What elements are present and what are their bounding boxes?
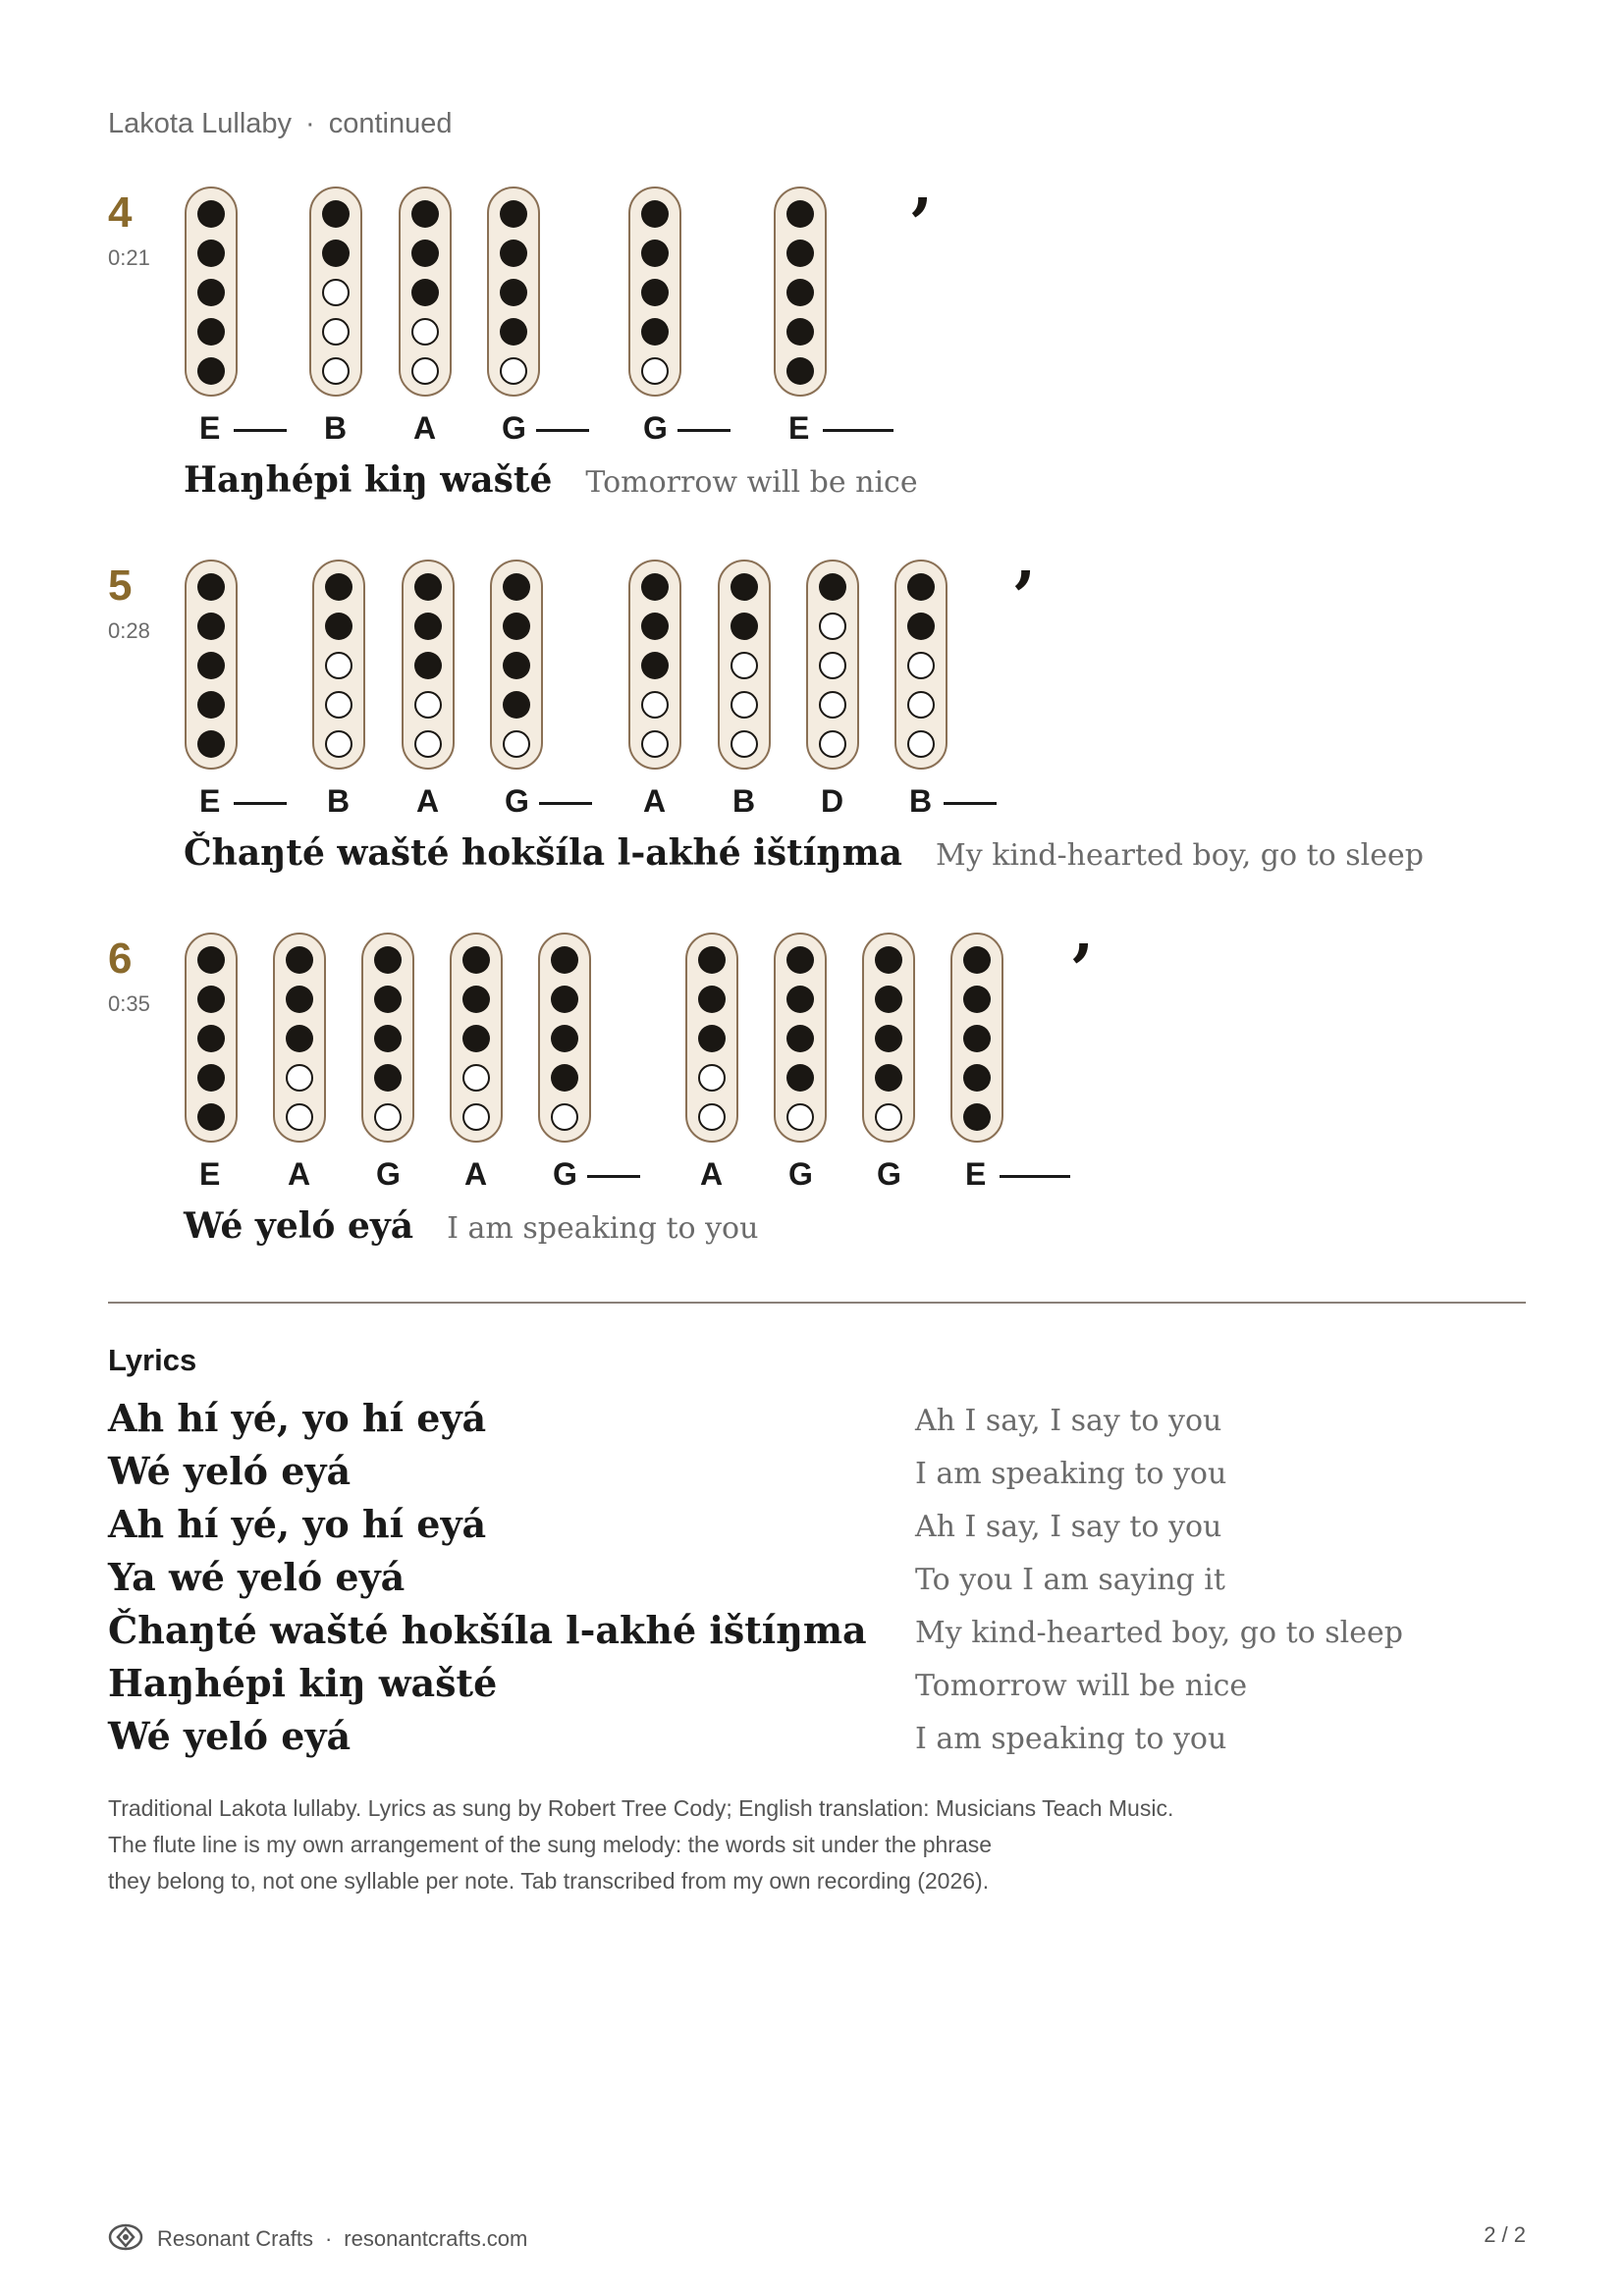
lyrics-line — [108, 1661, 1526, 1714]
phrase-lyric — [184, 459, 918, 501]
open-hole-icon — [325, 691, 352, 719]
closed-hole-icon — [963, 946, 991, 974]
hold-line — [536, 429, 589, 432]
closed-hole-icon — [325, 573, 352, 601]
open-hole-icon — [907, 691, 935, 719]
footer-separator: · — [324, 2225, 333, 2251]
breath-mark: , — [1014, 522, 1037, 596]
closed-hole-icon — [414, 652, 442, 679]
closed-hole-icon — [197, 357, 225, 385]
closed-hole-icon — [197, 1103, 225, 1131]
lyrics-english: Ah I say, I say to you — [915, 1404, 1222, 1438]
brand-logo-icon — [108, 2222, 143, 2258]
closed-hole-icon — [907, 573, 935, 601]
note-name: A — [700, 1156, 724, 1192]
lyrics-lakota: Wé yeló eyá — [108, 1449, 352, 1493]
open-hole-icon — [786, 1103, 814, 1131]
closed-hole-icon — [698, 1025, 726, 1052]
phrase-lyric — [184, 1205, 758, 1247]
phrase-number: 4 — [108, 188, 133, 237]
closed-hole-icon — [197, 691, 225, 719]
closed-hole-icon — [819, 573, 846, 601]
closed-hole-icon — [197, 613, 225, 640]
note-name: E — [199, 1156, 221, 1192]
closed-hole-icon — [786, 1064, 814, 1092]
closed-hole-icon — [641, 652, 669, 679]
open-hole-icon — [411, 357, 439, 385]
closed-hole-icon — [374, 1064, 402, 1092]
closed-hole-icon — [786, 1025, 814, 1052]
closed-hole-icon — [197, 573, 225, 601]
closed-hole-icon — [641, 200, 669, 228]
closed-hole-icon — [374, 1025, 402, 1052]
note-name: A — [643, 783, 667, 819]
lyrics-lakota: Ah hí yé, yo hí eyá — [108, 1396, 487, 1440]
note-name: B — [327, 783, 351, 819]
lyrics-heading: Lyrics — [108, 1343, 197, 1377]
open-hole-icon — [731, 730, 758, 758]
notes-line: they belong to, not one syllable per note. Tab transcribed from my own recording (2026). — [108, 1868, 990, 1894]
flute-fingering-diagram — [361, 933, 414, 1143]
note-name: A — [416, 783, 440, 819]
note-name: E — [788, 410, 810, 446]
lyrics-lakota: Ya wé yeló eyá — [108, 1555, 406, 1599]
closed-hole-icon — [963, 1064, 991, 1092]
open-hole-icon — [907, 652, 935, 679]
note-name: A — [413, 410, 437, 446]
hold-line — [1000, 1175, 1070, 1178]
flute-fingering-diagram — [185, 560, 238, 770]
closed-hole-icon — [286, 946, 313, 974]
flute-fingering-diagram — [950, 933, 1003, 1143]
closed-hole-icon — [786, 946, 814, 974]
lyrics-line — [108, 1608, 1526, 1661]
phrase-lyric-lakota: Haŋhépi kiŋ wašté — [184, 459, 553, 501]
flute-fingering-diagram — [774, 933, 827, 1143]
phrase-lyric — [184, 832, 1424, 874]
closed-hole-icon — [875, 986, 902, 1013]
arrangement-notes — [108, 1790, 1173, 1899]
phrase-lyric-english: My kind-hearted boy, go to sleep — [936, 838, 1424, 873]
phrase-number: 5 — [108, 561, 133, 610]
closed-hole-icon — [500, 318, 527, 346]
closed-hole-icon — [641, 279, 669, 306]
open-hole-icon — [503, 730, 530, 758]
note-name: B — [909, 783, 933, 819]
flute-fingering-diagram — [628, 560, 681, 770]
open-hole-icon — [819, 652, 846, 679]
note-name: G — [788, 1156, 813, 1192]
closed-hole-icon — [322, 200, 350, 228]
lyrics-english: My kind-hearted boy, go to sleep — [915, 1616, 1403, 1650]
open-hole-icon — [325, 730, 352, 758]
closed-hole-icon — [786, 279, 814, 306]
open-hole-icon — [698, 1064, 726, 1092]
closed-hole-icon — [963, 986, 991, 1013]
open-hole-icon — [374, 1103, 402, 1131]
open-hole-icon — [462, 1064, 490, 1092]
lyrics-line — [108, 1555, 1526, 1608]
lyrics-lakota: Haŋhépi kiŋ wašté — [108, 1661, 498, 1705]
closed-hole-icon — [786, 357, 814, 385]
closed-hole-icon — [731, 573, 758, 601]
closed-hole-icon — [551, 986, 578, 1013]
closed-hole-icon — [500, 240, 527, 267]
open-hole-icon — [641, 730, 669, 758]
open-hole-icon — [551, 1103, 578, 1131]
flute-fingering-diagram — [628, 187, 681, 397]
lyrics-english: Tomorrow will be nice — [915, 1669, 1248, 1703]
lyrics-lakota: Ah hí yé, yo hí eyá — [108, 1502, 487, 1546]
open-hole-icon — [462, 1103, 490, 1131]
open-hole-icon — [322, 318, 350, 346]
closed-hole-icon — [374, 986, 402, 1013]
open-hole-icon — [819, 613, 846, 640]
flute-fingering-diagram — [685, 933, 738, 1143]
open-hole-icon — [286, 1103, 313, 1131]
closed-hole-icon — [197, 200, 225, 228]
flute-fingering-diagram — [894, 560, 947, 770]
breath-mark: , — [911, 149, 934, 223]
closed-hole-icon — [698, 986, 726, 1013]
hold-line — [823, 429, 893, 432]
brand-name: Resonant Crafts — [157, 2225, 313, 2251]
closed-hole-icon — [641, 240, 669, 267]
note-name: E — [199, 410, 221, 446]
section-divider — [108, 1302, 1526, 1304]
open-hole-icon — [414, 691, 442, 719]
closed-hole-icon — [411, 279, 439, 306]
phrase-time: 0:21 — [108, 245, 150, 270]
phrase-lyric-english: Tomorrow will be nice — [585, 465, 918, 500]
page-header — [108, 108, 452, 140]
phrase-lyric-lakota: Čhaŋté wašté hokšíla l-akhé ištíŋma — [184, 832, 902, 874]
note-name: G — [505, 783, 529, 819]
note-name: G — [643, 410, 668, 446]
open-hole-icon — [322, 357, 350, 385]
open-hole-icon — [286, 1064, 313, 1092]
flute-fingering-diagram — [399, 187, 452, 397]
flute-fingering-diagram — [185, 187, 238, 397]
closed-hole-icon — [641, 573, 669, 601]
flute-fingering-diagram — [538, 933, 591, 1143]
closed-hole-icon — [786, 200, 814, 228]
closed-hole-icon — [462, 946, 490, 974]
closed-hole-icon — [963, 1103, 991, 1131]
closed-hole-icon — [500, 200, 527, 228]
open-hole-icon — [875, 1103, 902, 1131]
closed-hole-icon — [503, 573, 530, 601]
note-name: B — [324, 410, 348, 446]
lyrics-lakota: Čhaŋté wašté hokšíla l-akhé ištíŋma — [108, 1608, 867, 1652]
closed-hole-icon — [963, 1025, 991, 1052]
flute-fingering-diagram — [185, 933, 238, 1143]
closed-hole-icon — [414, 613, 442, 640]
phrase-lyric-english: I am speaking to you — [447, 1211, 759, 1246]
open-hole-icon — [819, 730, 846, 758]
hold-line — [234, 802, 287, 805]
closed-hole-icon — [551, 1025, 578, 1052]
closed-hole-icon — [197, 946, 225, 974]
hold-line — [944, 802, 997, 805]
breath-mark: , — [1072, 895, 1095, 969]
note-name: A — [464, 1156, 488, 1192]
open-hole-icon — [325, 652, 352, 679]
closed-hole-icon — [551, 946, 578, 974]
closed-hole-icon — [786, 318, 814, 346]
open-hole-icon — [731, 652, 758, 679]
open-hole-icon — [322, 279, 350, 306]
lyrics-line — [108, 1714, 1526, 1767]
hold-line — [587, 1175, 640, 1178]
closed-hole-icon — [325, 613, 352, 640]
open-hole-icon — [731, 691, 758, 719]
closed-hole-icon — [322, 240, 350, 267]
closed-hole-icon — [641, 318, 669, 346]
flute-fingering-diagram — [806, 560, 859, 770]
closed-hole-icon — [641, 613, 669, 640]
closed-hole-icon — [503, 652, 530, 679]
closed-hole-icon — [907, 613, 935, 640]
closed-hole-icon — [731, 613, 758, 640]
note-name: B — [732, 783, 756, 819]
note-name: D — [821, 783, 844, 819]
lyrics-english: I am speaking to you — [915, 1457, 1227, 1491]
closed-hole-icon — [197, 986, 225, 1013]
note-name: G — [553, 1156, 577, 1192]
note-name: A — [288, 1156, 311, 1192]
flute-fingering-diagram — [309, 187, 362, 397]
flute-fingering-diagram — [862, 933, 915, 1143]
flute-fingering-diagram — [490, 560, 543, 770]
note-name: E — [965, 1156, 987, 1192]
hold-line — [539, 802, 592, 805]
hold-line — [234, 429, 287, 432]
closed-hole-icon — [503, 613, 530, 640]
open-hole-icon — [641, 357, 669, 385]
closed-hole-icon — [286, 1025, 313, 1052]
flute-fingering-diagram — [402, 560, 455, 770]
phrase-lyric-lakota: Wé yeló eyá — [184, 1205, 414, 1247]
lyrics-line — [108, 1449, 1526, 1502]
flute-fingering-diagram — [312, 560, 365, 770]
notes-line: Traditional Lakota lullaby. Lyrics as sung by Robert Tree Cody; English translation: Musicians Teach Music. — [108, 1795, 1174, 1821]
flute-fingering-diagram — [273, 933, 326, 1143]
open-hole-icon — [411, 318, 439, 346]
open-hole-icon — [500, 357, 527, 385]
closed-hole-icon — [197, 318, 225, 346]
closed-hole-icon — [698, 946, 726, 974]
open-hole-icon — [819, 691, 846, 719]
note-name: G — [502, 410, 526, 446]
open-hole-icon — [641, 691, 669, 719]
closed-hole-icon — [503, 691, 530, 719]
phrase-time: 0:35 — [108, 991, 150, 1016]
hold-line — [677, 429, 731, 432]
lyrics-lakota: Wé yeló eyá — [108, 1714, 352, 1758]
closed-hole-icon — [462, 986, 490, 1013]
closed-hole-icon — [197, 279, 225, 306]
closed-hole-icon — [197, 1025, 225, 1052]
flute-fingering-diagram — [718, 560, 771, 770]
phrase-time: 0:28 — [108, 618, 150, 643]
header-separator: · — [305, 108, 315, 139]
open-hole-icon — [414, 730, 442, 758]
closed-hole-icon — [197, 730, 225, 758]
flute-fingering-diagram — [487, 187, 540, 397]
page-footer — [108, 2222, 527, 2258]
closed-hole-icon — [197, 240, 225, 267]
closed-hole-icon — [197, 1064, 225, 1092]
lyrics-english: Ah I say, I say to you — [915, 1510, 1222, 1544]
closed-hole-icon — [411, 240, 439, 267]
closed-hole-icon — [786, 240, 814, 267]
open-hole-icon — [907, 730, 935, 758]
lyrics-line — [108, 1502, 1526, 1555]
closed-hole-icon — [374, 946, 402, 974]
lyrics-line — [108, 1396, 1526, 1449]
note-name: G — [376, 1156, 401, 1192]
closed-hole-icon — [500, 279, 527, 306]
closed-hole-icon — [411, 200, 439, 228]
lyrics-english: To you I am saying it — [915, 1563, 1225, 1597]
open-hole-icon — [698, 1103, 726, 1131]
lyrics-english: I am speaking to you — [915, 1722, 1227, 1756]
closed-hole-icon — [875, 946, 902, 974]
song-title: Lakota Lullaby — [108, 108, 293, 139]
closed-hole-icon — [462, 1025, 490, 1052]
closed-hole-icon — [786, 986, 814, 1013]
closed-hole-icon — [875, 1025, 902, 1052]
header-subtitle: continued — [328, 108, 453, 139]
phrase-number: 6 — [108, 934, 133, 983]
note-name: G — [877, 1156, 901, 1192]
flute-fingering-diagram — [774, 187, 827, 397]
flute-fingering-diagram — [450, 933, 503, 1143]
page-number: 2 / 2 — [1484, 2222, 1526, 2247]
closed-hole-icon — [414, 573, 442, 601]
closed-hole-icon — [875, 1064, 902, 1092]
closed-hole-icon — [551, 1064, 578, 1092]
closed-hole-icon — [197, 652, 225, 679]
brand-url-link[interactable]: resonantcrafts.com — [344, 2225, 528, 2251]
note-name: E — [199, 783, 221, 819]
notes-line: The flute line is my own arrangement of the sung melody: the words sit under the phrase — [108, 1832, 993, 1857]
closed-hole-icon — [286, 986, 313, 1013]
